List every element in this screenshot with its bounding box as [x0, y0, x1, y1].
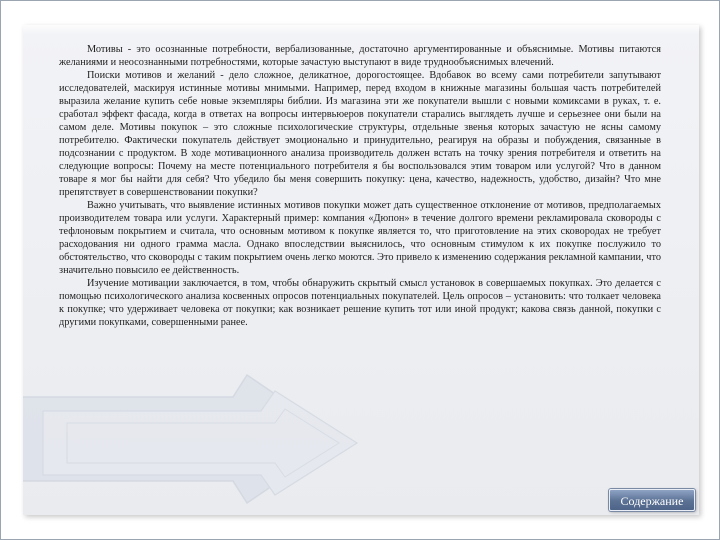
contents-button[interactable]: Содержание — [609, 489, 695, 511]
paragraph-motives-search: Поиски мотивов и желаний - дело сложное, деликатное, дорогостоящее. Вдобавок во всему сами потребители запутывают исследователей, маскируя истинные мотивы мнимыми. Например, перед входом в книжные магазины большая часть потребителей выразила желание купить себе новые экземпляры библии. Из магазина эти же покупатели вышли с новыми комиксами в руках, т. е. сработал эффект фасада, когда в ответах на вопросы интервьюеров покупатели старались выглядеть лучше и серьезнее они были на самом деле. Мотивы покупок – это сложные психологические структуры, отдельные звенья которых зачастую не ясны самому потребителю. Фактически покупатель действует эмоционально и принудительно, реагируя на образы и побуждения, связанные в подсознании с продуктом. В ходе мотивационного анализа производитель должен встать на точку зрения потребителя и ответить на следующие вопросы: Почему на месте потенциального потребителя я бы воспользовался этим товаром или услугой? Что в данном товаре я мог бы найти для себя? Что убедило бы меня совершить покупку: цена, качество, надежность, удобство, дизайн? Что мне препятствует в совершенствовании покупки? — [59, 70, 661, 198]
paragraph-motivation-study: Изучение мотивации заключается, в том, чтобы обнаружить скрытый смысл установок в совершаемых покупках. Это делается с помощью психологического анализа косвенных опросов потенциальных покупателей. Цель опросов – установить: что толкает человека к покупке; что удерживает человека от покупки; как возникает решение купить тот или иной продукт; какова связь данной, покупки с другими покупками, совершенными ранее. — [59, 278, 661, 328]
decorative-arrow-shapes — [23, 375, 357, 503]
paragraph-motives-definition: Мотивы - это осознанные потребности, вербализованные, достаточно аргументированные и объяснимые. Мотивы питаются желаниями и неосознанными потребностями, которые зачастую выступают в виде труднообъяснимых влечений. — [59, 44, 661, 68]
paragraph-dupont-example: Важно учитывать, что выявление истинных мотивов покупки может дать существенное отклонение от мотивов, предполагаемых производителем товара или услуги. Характерный пример: компания «Дюпон» в течение долгого времени рекламировала сковороды с тефлоновым покрытием и считала, что основным мотивом к покупке является то, что приготовление на этих сковородах не требует расходования ни одного грамма масла. Однако впоследствии выяснилось, что основным стимулом к их покупке послужило то обстоятельство, что сковороды с таким покрытием очень легко моются. Это привело к изменению содержания рекламной кампании, что значительно повысило ее действенность. — [59, 200, 661, 276]
document-text — [59, 43, 661, 329]
